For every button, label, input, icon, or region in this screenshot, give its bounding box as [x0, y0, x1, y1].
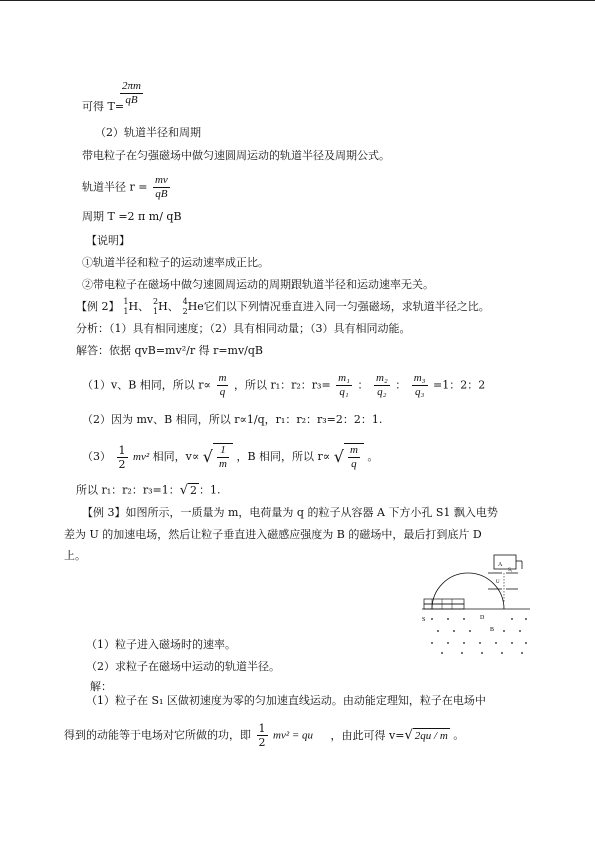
case1-fraction: [217, 372, 229, 399]
conclusion-sqrt: [180, 483, 199, 498]
film-plate-bottom: [424, 604, 464, 609]
label-u: U: [496, 580, 500, 585]
isotope-1: [120, 297, 129, 316]
solution-half: [257, 722, 268, 749]
case3-sqrt-1-den: m: [219, 458, 227, 470]
ratio-fraction-1-den: q₁: [339, 386, 349, 398]
case3-sqrt-2-frac: [348, 444, 360, 471]
solution-label: 解：: [90, 680, 112, 693]
example2-text: 它们以下列情况垂直进入同一匀强磁场，求轨道半径之比。: [203, 300, 490, 313]
solution-sqrt-value: 2qu / m: [414, 730, 448, 742]
label-b: B: [490, 627, 495, 633]
case1-text-b: ，所以 r₁：r₂：r₃=: [233, 378, 331, 392]
case3-text-c: ，B 相同，所以 r∝: [236, 450, 331, 463]
case3-sqrt-2-den: q: [351, 458, 357, 470]
isotope-1-mass: 1: [123, 297, 129, 306]
isotope-2-symbol: H: [158, 300, 168, 313]
section2-intro: 带电粒子在匀强磁场中做匀速圆周运动的轨道半径及周期公式。: [82, 149, 390, 162]
isotope-2-charge: 1: [153, 307, 159, 316]
radius-fraction-den: qB: [155, 188, 168, 200]
radius-fraction-num: mv: [154, 174, 168, 186]
mass-spectrometer-figure: [418, 547, 530, 659]
isotope-3: [179, 297, 188, 316]
label-a: A: [498, 562, 503, 568]
ratio-fraction-1: [336, 372, 352, 399]
note-2: ②带电粒子在磁场中做匀速圆周运动的周期跟轨道半径和运动速率无关。: [82, 278, 434, 291]
isotope-2-mass: 2: [153, 297, 159, 306]
example2-answer: 解答：依据 qvB=mv²/r 得 r=mv/qB: [76, 344, 264, 357]
ratio-fraction-1-num: m₁: [338, 372, 350, 384]
label-s: S: [422, 617, 426, 623]
period-fraction-den: qB: [125, 94, 138, 106]
case1-line: [82, 372, 485, 399]
note-1: ①轨道半径和粒子的运动速率成正比。: [82, 256, 269, 269]
isotope-sep-2: 、: [167, 300, 179, 313]
example2-statement: [76, 297, 490, 316]
case1-fraction-den: q: [219, 386, 226, 398]
case3-sqrt-2-num: m: [349, 444, 358, 456]
solution-text-c: 。: [453, 728, 465, 742]
magnetic-field-dots: [431, 618, 527, 654]
conclusion-text-a: 所以 r₁：r₂：r₃=1：: [76, 483, 180, 497]
case3-sqrt-1: [203, 443, 233, 471]
solution-half-den: 2: [258, 736, 266, 749]
isotope-1-charge: 1: [123, 307, 129, 316]
case3-sqrt-1-num: 1: [217, 444, 229, 458]
label-d: D: [480, 615, 485, 621]
case1-text-a: （1）v、B 相同，所以 r∝: [82, 378, 211, 392]
solution-text-a: 得到的动能等于电场对它所做的功，即: [64, 728, 251, 742]
case3-text-d: 。: [367, 450, 379, 463]
ratio-fraction-3-den: q₃: [414, 386, 425, 398]
ratio-sep-2: ：: [395, 378, 407, 392]
isotope-1-symbol: H: [128, 300, 139, 313]
semicircle-trajectory: [432, 573, 504, 609]
section2-title: （2）轨道半径和周期: [95, 126, 201, 139]
conclusion-sqrt-value: 2: [190, 484, 198, 497]
case1-fraction-num: m: [218, 372, 227, 384]
solution-sqrt: [404, 728, 449, 743]
example2-conclusion: [76, 483, 221, 498]
solution-equation: mv² = qu: [273, 729, 314, 742]
note-title: 【说明】: [86, 234, 130, 247]
isotope-3-symbol: He: [187, 300, 204, 313]
isotope-3-charge: 2: [182, 307, 188, 316]
sqrt-symbol-3: √: [179, 482, 189, 498]
case1-text-c: =1：2：2: [433, 378, 486, 392]
case2-line: （2）因为 mv、B 相同，所以 r∝1/q，r₁：r₂：r₃=2：2：1.: [82, 413, 383, 426]
radius-prefix: 轨道半径 r =: [82, 180, 148, 194]
case3-half-den: 2: [118, 457, 126, 471]
label-s1: S₁: [508, 568, 513, 573]
solution-half-num: 1: [258, 722, 266, 735]
ratio-sep-1: ：: [357, 378, 369, 392]
case3-text-b: 相同，v∝: [152, 450, 200, 463]
sqrt-symbol-4: √: [404, 727, 413, 743]
solution-text-b: ，由此可得 v=: [330, 728, 405, 742]
isotope-sep-1: 、: [138, 300, 150, 313]
case3-text-a: （3）: [82, 450, 111, 463]
ratio-fraction-3: [412, 372, 428, 399]
period-prefix: 可得 T=: [82, 100, 125, 113]
case3-mv: mv²: [133, 451, 150, 463]
example2-tag: 【例 2】: [76, 300, 120, 313]
example3-line3: 上。: [64, 549, 86, 562]
case3-sqrt-1-frac: [217, 444, 229, 471]
page-top-rule: [0, 0, 595, 1]
case3-half: [117, 444, 128, 471]
case3-sqrt-2: [334, 443, 364, 471]
isotope-3-mass: 4: [182, 297, 188, 306]
radius-fraction: [153, 174, 170, 201]
example3-line1: 【例 3】如图所示，一质量为 m，电荷量为 q 的粒子从容器 A 下方小孔 S1 飘入电势: [82, 506, 498, 519]
question-2: （2）求粒子在磁场中运动的轨道半径。: [86, 660, 280, 673]
ratio-fraction-2: [374, 372, 390, 399]
solution-line2: [64, 722, 464, 749]
ratio-fraction-2-num: m₂: [375, 372, 388, 384]
example2-analysis: 分析：（1）具有相同速度；（2）具有相同动量；（3）具有相同动能。: [76, 322, 411, 335]
radius-formula: [82, 174, 172, 201]
sqrt-symbol-2: √: [333, 447, 344, 466]
solution-line1: （1）粒子在 S₁ 区做初速度为零的匀加速直线运动。由动能定理知，粒子在电场中: [86, 694, 486, 707]
example3-line2: 差为 U 的加速电场，然后让粒子垂直进入磁感应强度为 B 的磁场中，最后打到底片 D: [64, 528, 482, 541]
ratio-fraction-2-den: q₂: [377, 386, 387, 398]
conclusion-text-b: ：1.: [199, 483, 221, 497]
film-plate-top: [424, 599, 464, 604]
period-line: 周期 T =2 π m/ qB: [82, 210, 182, 223]
case3-half-num: 1: [118, 443, 126, 457]
sqrt-symbol-1: √: [202, 447, 213, 466]
question-1: （1）粒子进入磁场时的速率。: [86, 638, 236, 651]
period-fraction-num: 2πm: [122, 80, 141, 92]
ratio-fraction-3-num: m₃: [413, 372, 426, 384]
isotope-2: [149, 297, 159, 316]
case3-line: [82, 443, 378, 471]
